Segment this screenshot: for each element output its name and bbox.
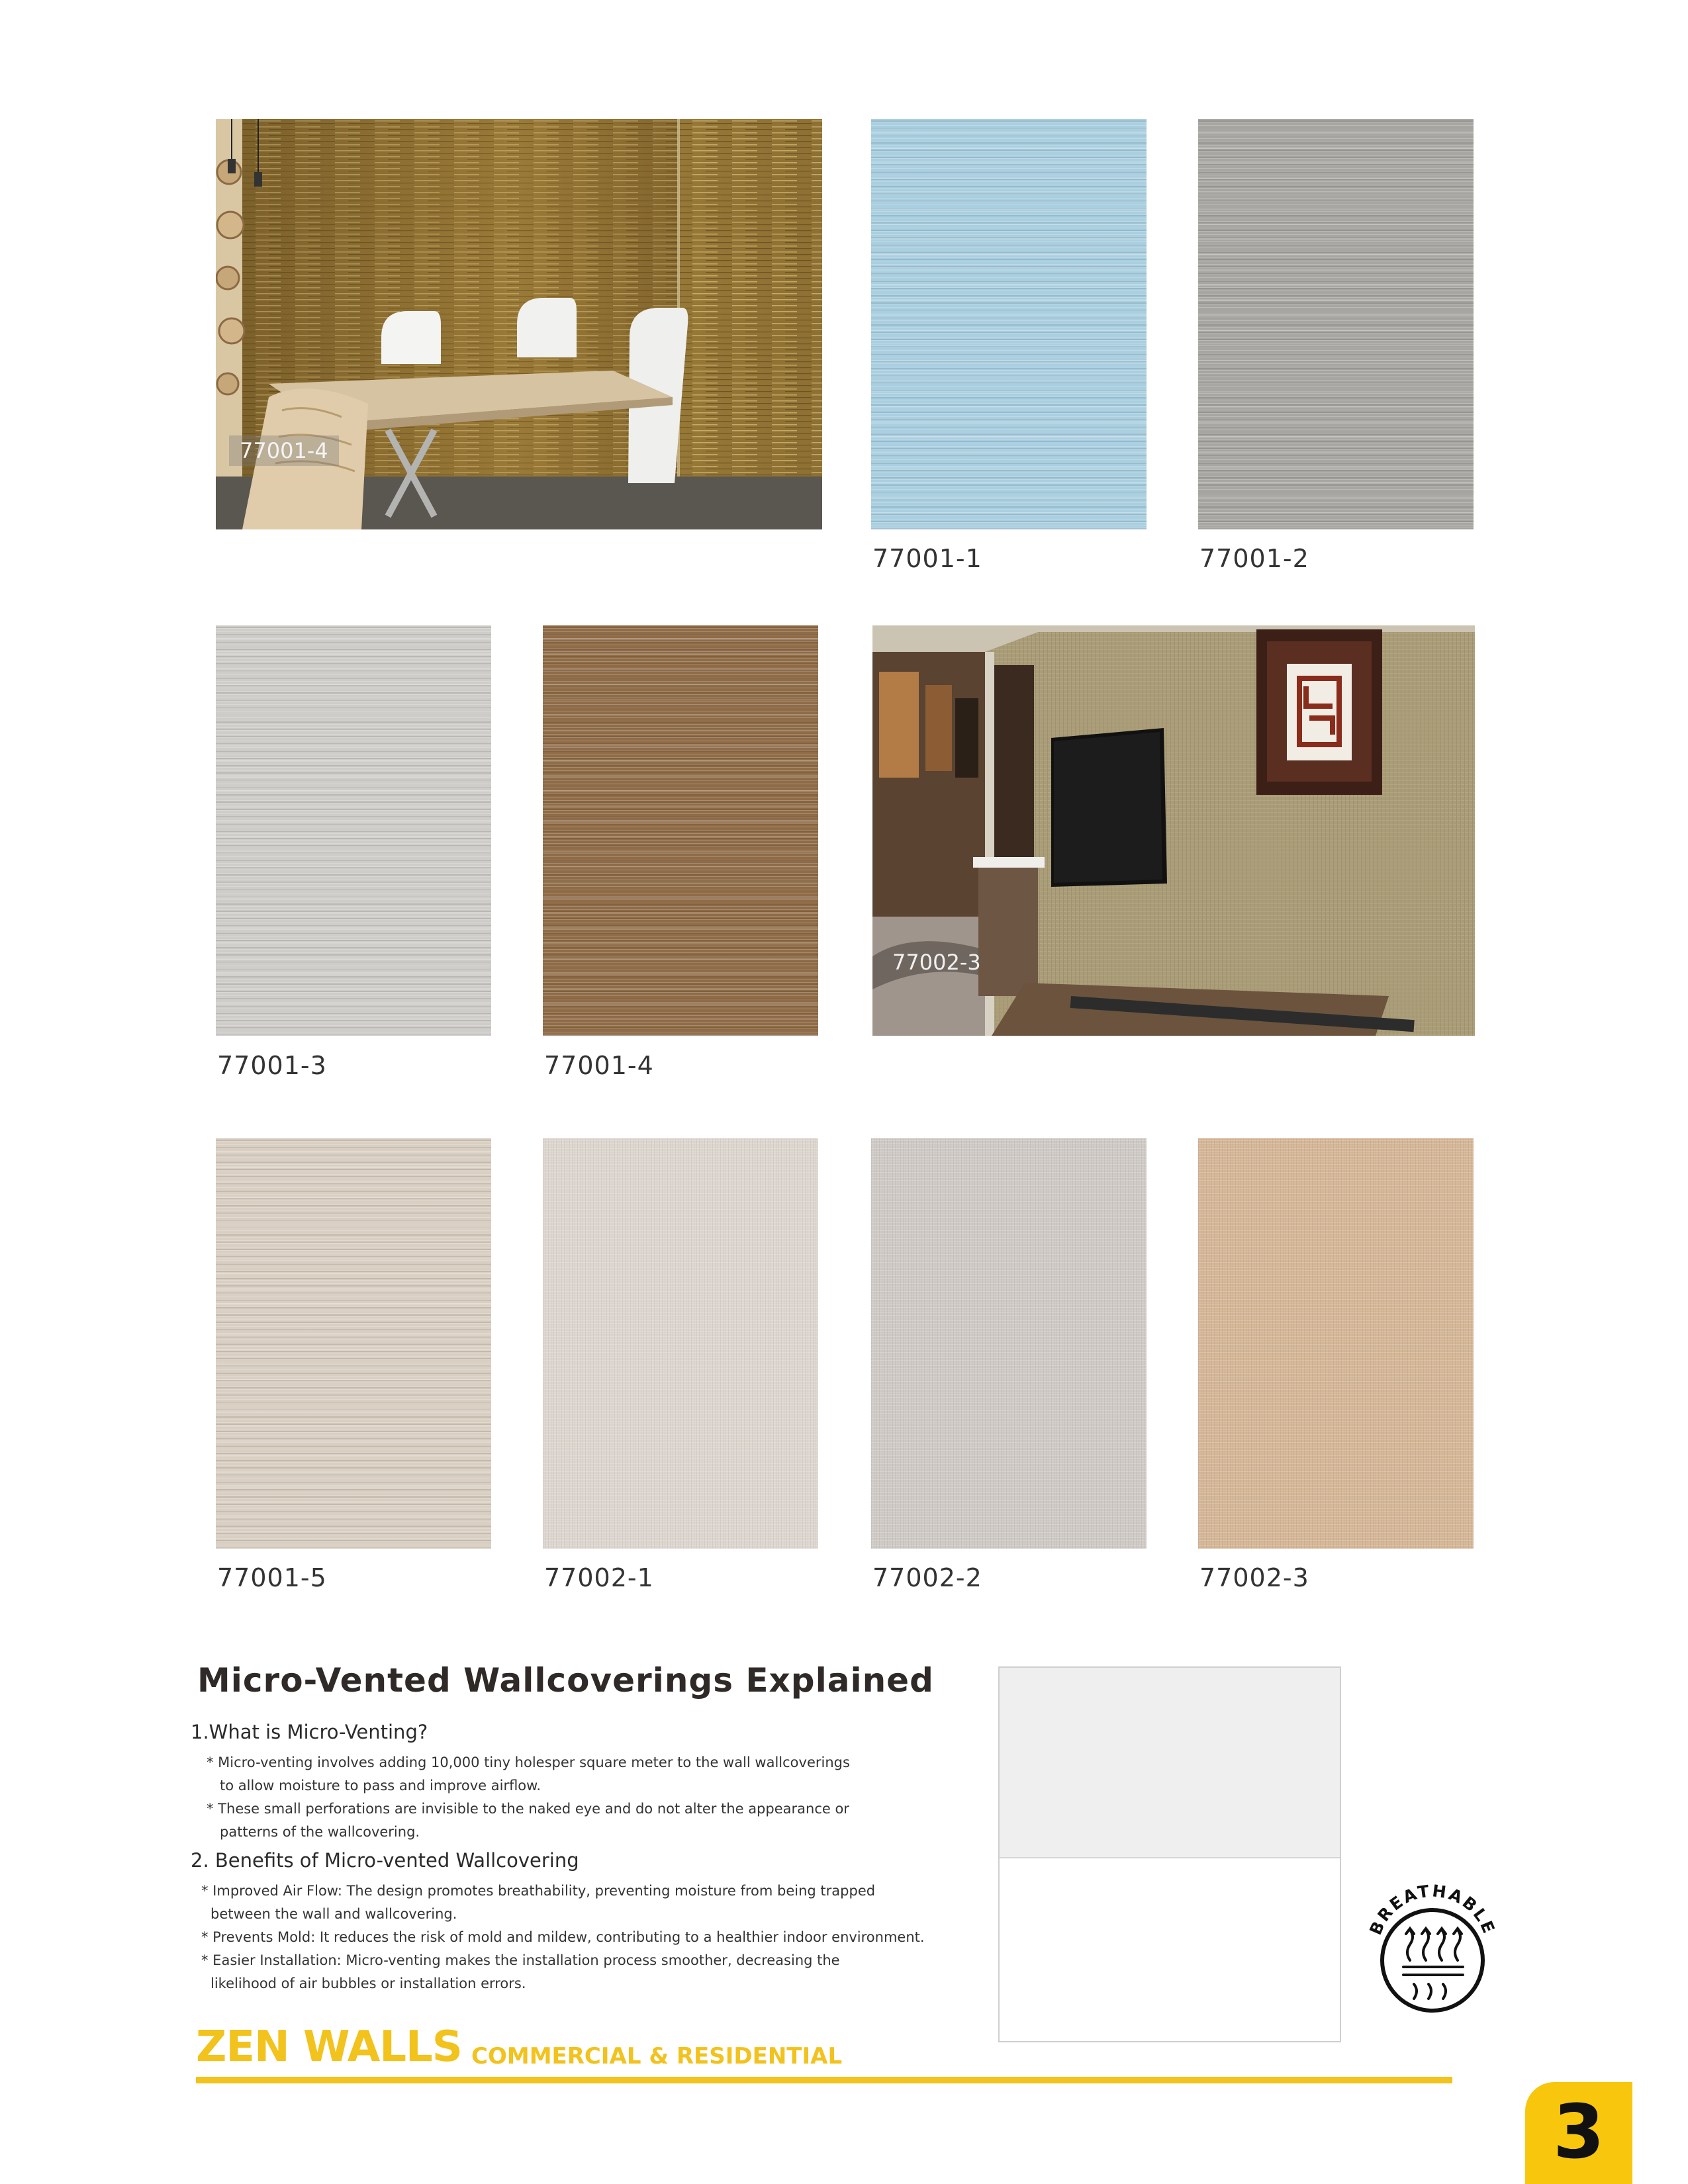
body-line: between the wall and wallcovering. xyxy=(211,1906,457,1922)
body-line: * Easier Installation: Micro-venting makes the installation process smoother, decreasing the xyxy=(201,1952,840,1968)
swatch-caption: 77001-3 xyxy=(217,1051,327,1080)
swatch-77001-4[interactable] xyxy=(543,625,818,1036)
question-heading: 2. Benefits of Micro-vented Wallcovering xyxy=(191,1849,579,1872)
swatch-77001-3[interactable] xyxy=(216,625,491,1036)
question-heading: 1.What is Micro-Venting? xyxy=(191,1721,428,1743)
swatch-caption: 77001-2 xyxy=(1199,544,1309,573)
brand-name: ZEN WALLS xyxy=(196,2023,462,2071)
page-number-tab xyxy=(1525,2082,1632,2184)
room-label-hotel: 77002-3 xyxy=(892,950,981,975)
room-label-dining: 77001-4 xyxy=(229,435,339,466)
page-number: 3 xyxy=(1553,2089,1605,2175)
swatch-77001-1[interactable] xyxy=(871,119,1147,529)
body-line: * These small perforations are invisible to the naked eye and do not alter the appearance or xyxy=(207,1801,849,1817)
brand-tagline: COMMERCIAL & RESIDENTIAL xyxy=(471,2043,843,2070)
sample-panel xyxy=(998,1666,1341,2042)
badge-text: BREATHABLE xyxy=(1366,1881,1499,1938)
swatch-caption: 77002-1 xyxy=(544,1563,654,1592)
swatch-77002-1[interactable] xyxy=(543,1138,818,1549)
swatch-caption: 77002-3 xyxy=(1199,1563,1309,1592)
swatch-77002-3[interactable] xyxy=(1198,1138,1474,1549)
body-line: * Micro-venting involves adding 10,000 tiny holesper square meter to the wall wallcoverings xyxy=(207,1754,850,1770)
sample-panel-top xyxy=(1000,1668,1340,1858)
swatch-77001-5[interactable] xyxy=(216,1138,491,1549)
swatch-caption: 77001-1 xyxy=(872,544,982,573)
room-photo-dining xyxy=(216,119,822,529)
swatch-77001-2[interactable] xyxy=(1198,119,1474,529)
swatch-77002-2[interactable] xyxy=(871,1138,1147,1549)
room-photo-hotel xyxy=(872,625,1475,1036)
breathable-badge xyxy=(1360,1878,1505,2024)
body-line: to allow moisture to pass and improve airflow. xyxy=(220,1778,541,1794)
explainer-title: Micro-Vented Wallcoverings Explained xyxy=(197,1661,934,1700)
swatch-caption: 77002-2 xyxy=(872,1563,982,1592)
swatch-caption: 77001-5 xyxy=(217,1563,327,1592)
footer-rule xyxy=(196,2077,1452,2083)
breathable-icon xyxy=(1360,1878,1505,2024)
swatch-caption: 77001-4 xyxy=(544,1051,654,1080)
dining-room-illustration xyxy=(216,119,822,529)
body-line: * Improved Air Flow: The design promotes breathability, preventing moisture from being trapped xyxy=(201,1883,876,1899)
body-line: * Prevents Mold: It reduces the risk of mold and mildew, contributing to a healthier indoor environment. xyxy=(201,1929,925,1945)
body-line: patterns of the wallcovering. xyxy=(220,1824,420,1840)
body-line: likelihood of air bubbles or installation errors. xyxy=(211,1976,526,1991)
